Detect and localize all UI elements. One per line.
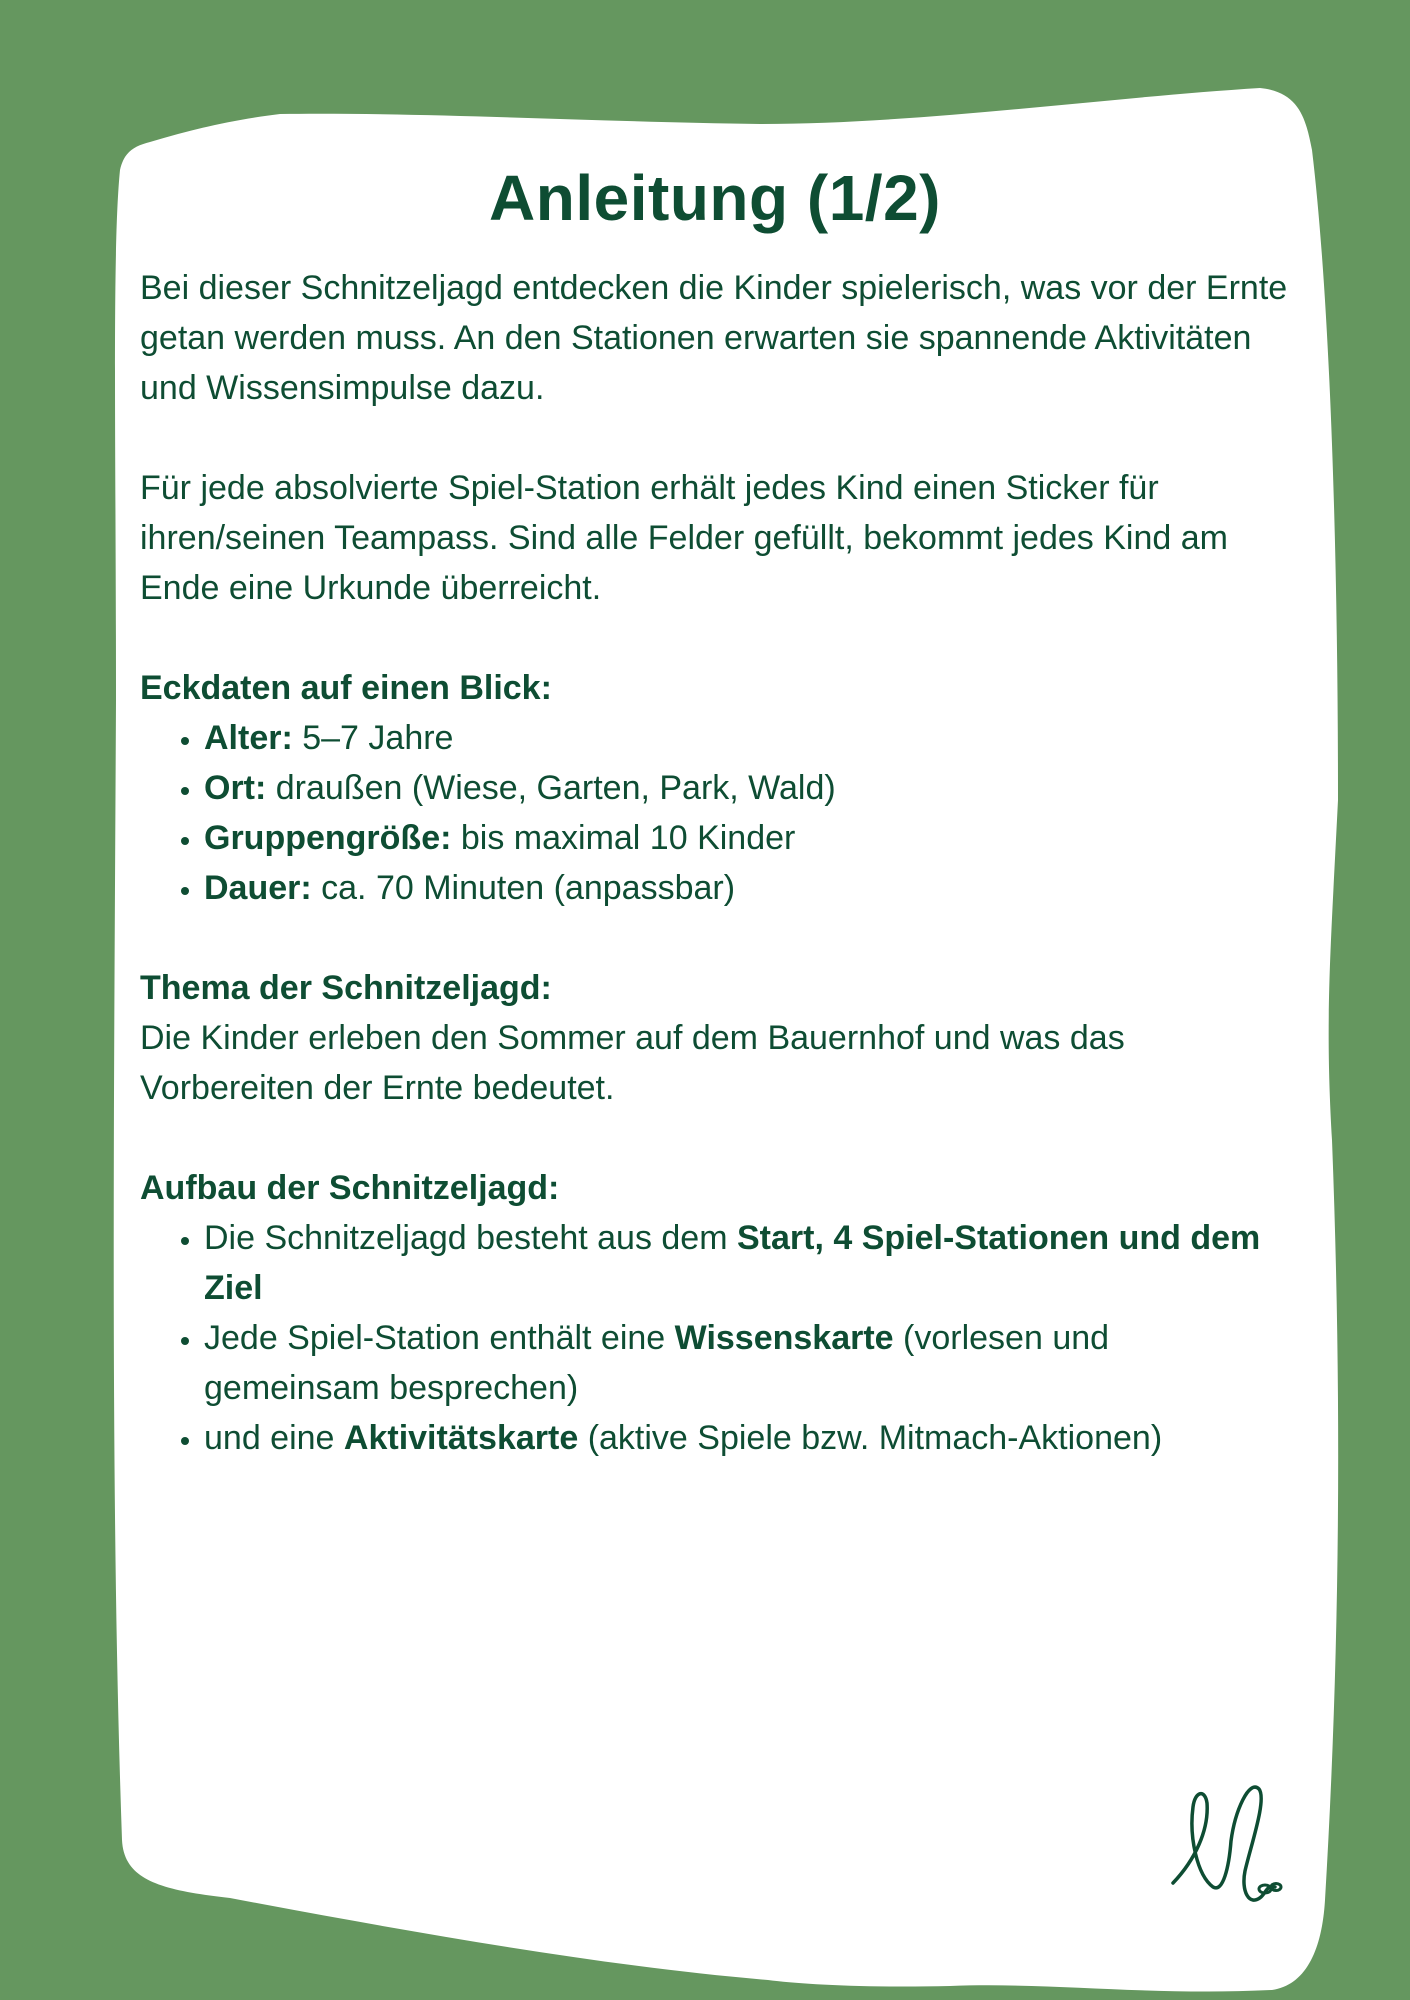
item-bold: Wissenskarte xyxy=(674,1318,894,1357)
item-value: 5–7 Jahre xyxy=(292,718,454,757)
list-item xyxy=(204,1313,1290,1413)
item-text: (aktive Spiele bzw. Mitmach-Aktionen) xyxy=(578,1418,1163,1457)
list-item xyxy=(204,713,1290,763)
document-content xyxy=(140,160,1290,1463)
aufbau-heading: Aufbau der Schnitzeljagd: xyxy=(140,1168,560,1207)
page-title: Anleitung (1/2) xyxy=(489,162,941,234)
item-text: und eine xyxy=(204,1418,344,1457)
item-text: (vorlesen und gemeinsam besprechen) xyxy=(204,1318,1110,1407)
list-item xyxy=(204,1413,1290,1463)
eckdaten-list xyxy=(140,713,1290,913)
item-value: ca. 70 Minuten (anpassbar) xyxy=(311,868,736,907)
item-text: Die Schnitzeljagd besteht aus dem xyxy=(204,1218,737,1257)
item-bold: Aktivitätskarte xyxy=(343,1418,579,1457)
item-value: bis maximal 10 Kinder xyxy=(451,818,796,857)
list-item xyxy=(204,813,1290,863)
item-label: Alter: xyxy=(204,718,293,757)
intro-paragraph-2: Für jede absolvierte Spiel-Station erhält jedes Kind einen Sticker für ihren/seinen Teampass. Sind alle Felder gefüllt, bekommt jedes Kind am Ende eine Urkunde überreicht. xyxy=(140,468,1228,607)
thema-text: Die Kinder erleben den Sommer auf dem Bauernhof und was das Vorbereiten der Ernte bedeutet. xyxy=(140,1018,1125,1107)
list-item xyxy=(204,763,1290,813)
aufbau-list xyxy=(140,1213,1290,1463)
item-value: draußen (Wiese, Garten, Park, Wald) xyxy=(266,768,836,807)
item-text: Jede Spiel-Station enthält eine xyxy=(204,1318,675,1357)
item-label: Gruppengröße: xyxy=(204,818,452,857)
intro-paragraph-1: Bei dieser Schnitzeljagd entdecken die Kinder spielerisch, was vor der Ernte getan werden muss. An den Stationen erwarten sie spannende Aktivitäten und Wissensimpulse dazu. xyxy=(140,268,1288,407)
item-bold: Start, 4 Spiel-Stationen und dem Ziel xyxy=(204,1218,1261,1307)
list-item xyxy=(204,1213,1290,1313)
list-item xyxy=(204,863,1290,913)
signature-monogram-icon xyxy=(1165,1775,1285,1910)
item-label: Dauer: xyxy=(204,868,312,907)
thema-heading: Thema der Schnitzeljagd: xyxy=(140,968,552,1007)
item-label: Ort: xyxy=(204,768,267,807)
eckdaten-heading: Eckdaten auf einen Blick: xyxy=(140,668,552,707)
